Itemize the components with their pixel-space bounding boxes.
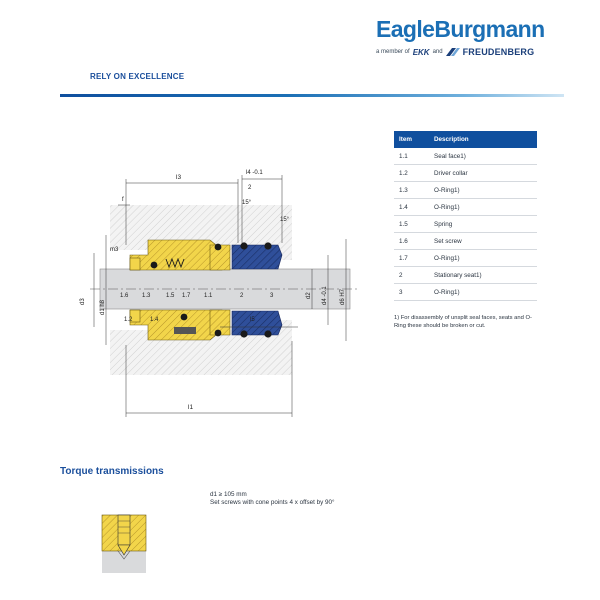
dim-l3: l3: [176, 174, 182, 181]
dim-l4: l4 -0.1: [246, 170, 263, 176]
torque-description: Set screws with cone points 4 x offset by 90°: [210, 499, 335, 506]
member-of-line: [376, 47, 534, 57]
description-cell: Set screw: [429, 233, 537, 250]
torque-condition: d1 ≥ 105 mm: [210, 491, 247, 498]
oring-3-bottom-a: [240, 330, 247, 337]
dim-l5: l5: [250, 317, 255, 323]
stationary-seat-bottom: [232, 311, 282, 335]
freudenberg-logo: FREUDENBERG: [462, 47, 535, 57]
description-cell: O-Ring1): [429, 182, 537, 199]
oring-1-3-top: [151, 262, 158, 269]
table-row: [394, 165, 537, 182]
label-2: 2: [240, 293, 244, 299]
dim-f: f: [122, 197, 124, 203]
table-footnote: 1) For disassembly of unsplit seal faces, seats and O-Ring these should be broken or cut.: [394, 315, 532, 329]
item-cell: 1.2: [394, 165, 429, 182]
dim-d4: d4 -0.1: [322, 286, 328, 305]
tagline: RELY ON EXCELLENCE: [90, 72, 185, 81]
table-row: [394, 233, 537, 250]
label-3: 3: [270, 293, 274, 299]
description-cell: O-Ring1): [429, 199, 537, 216]
parts-table: [394, 131, 537, 301]
table-row: [394, 199, 537, 216]
item-cell: 1.1: [394, 148, 429, 165]
label-1-5: 1.5: [166, 293, 175, 299]
dim-m3: m3: [110, 247, 119, 253]
oring-3-top-b: [264, 242, 271, 249]
set-screw-detail: [98, 513, 148, 575]
dim-angle-15: 15°: [242, 200, 252, 206]
label-1-1: 1.1: [204, 293, 213, 299]
item-cell: 2: [394, 267, 429, 284]
table-row: [394, 267, 537, 284]
label-1-4: 1.4: [150, 317, 159, 323]
dim-l1: l1: [188, 404, 194, 411]
ekk-logo: EKK: [412, 47, 430, 57]
description-cell: Stationary seat1): [429, 267, 537, 284]
description-cell: Driver collar: [429, 165, 537, 182]
oring-1-4-bottom: [181, 314, 188, 321]
table-row: [394, 216, 537, 233]
description-cell: Spring: [429, 216, 537, 233]
oring-3-top-a: [240, 242, 247, 249]
label-1-3: 1.3: [142, 293, 151, 299]
label-1-6: 1.6: [120, 293, 129, 299]
description-cell: Seal face1): [429, 148, 537, 165]
dim-d1: d1 h8: [100, 299, 106, 315]
description-cell: O-Ring1): [429, 284, 537, 301]
set-screw-top: [130, 258, 140, 270]
table-row: [394, 284, 537, 301]
section-title-torque: Torque transmissions: [60, 466, 164, 477]
member-prefix: a member of: [376, 49, 410, 55]
dim-d3: d3: [80, 298, 86, 305]
member-and: and: [432, 49, 443, 55]
item-cell: 3: [394, 284, 429, 301]
freudenberg-mark-icon: [446, 48, 460, 56]
label-1-2: 1.2: [124, 317, 133, 323]
table-row: [394, 182, 537, 199]
header-item: Item: [394, 131, 429, 148]
oring-1-7-bottom: [215, 330, 222, 337]
oring-3-bottom-b: [264, 330, 271, 337]
table-row: [394, 148, 537, 165]
dim-2: 2: [248, 185, 252, 191]
header-description: Description: [429, 131, 537, 148]
item-cell: 1.5: [394, 216, 429, 233]
stationary-seat-top: [232, 245, 282, 269]
dim-d2: d2: [306, 292, 312, 299]
oring-1-7-top: [215, 244, 222, 251]
seal-drawing: [70, 155, 370, 425]
label-1-7: 1.7: [182, 293, 191, 299]
description-cell: O-Ring1): [429, 250, 537, 267]
header-rule: [60, 94, 564, 97]
pin-bottom: [174, 327, 196, 334]
item-cell: 1.6: [394, 233, 429, 250]
item-cell: 1.7: [394, 250, 429, 267]
table-header-row: [394, 131, 537, 148]
dim-angle-15b: 15°: [280, 217, 290, 223]
detail-screw: [118, 515, 130, 545]
item-cell: 1.4: [394, 199, 429, 216]
table-row: [394, 250, 537, 267]
brand-logo: EagleBurgmann: [376, 16, 545, 42]
item-cell: 1.3: [394, 182, 429, 199]
dim-d6: d6 H7: [340, 288, 346, 305]
